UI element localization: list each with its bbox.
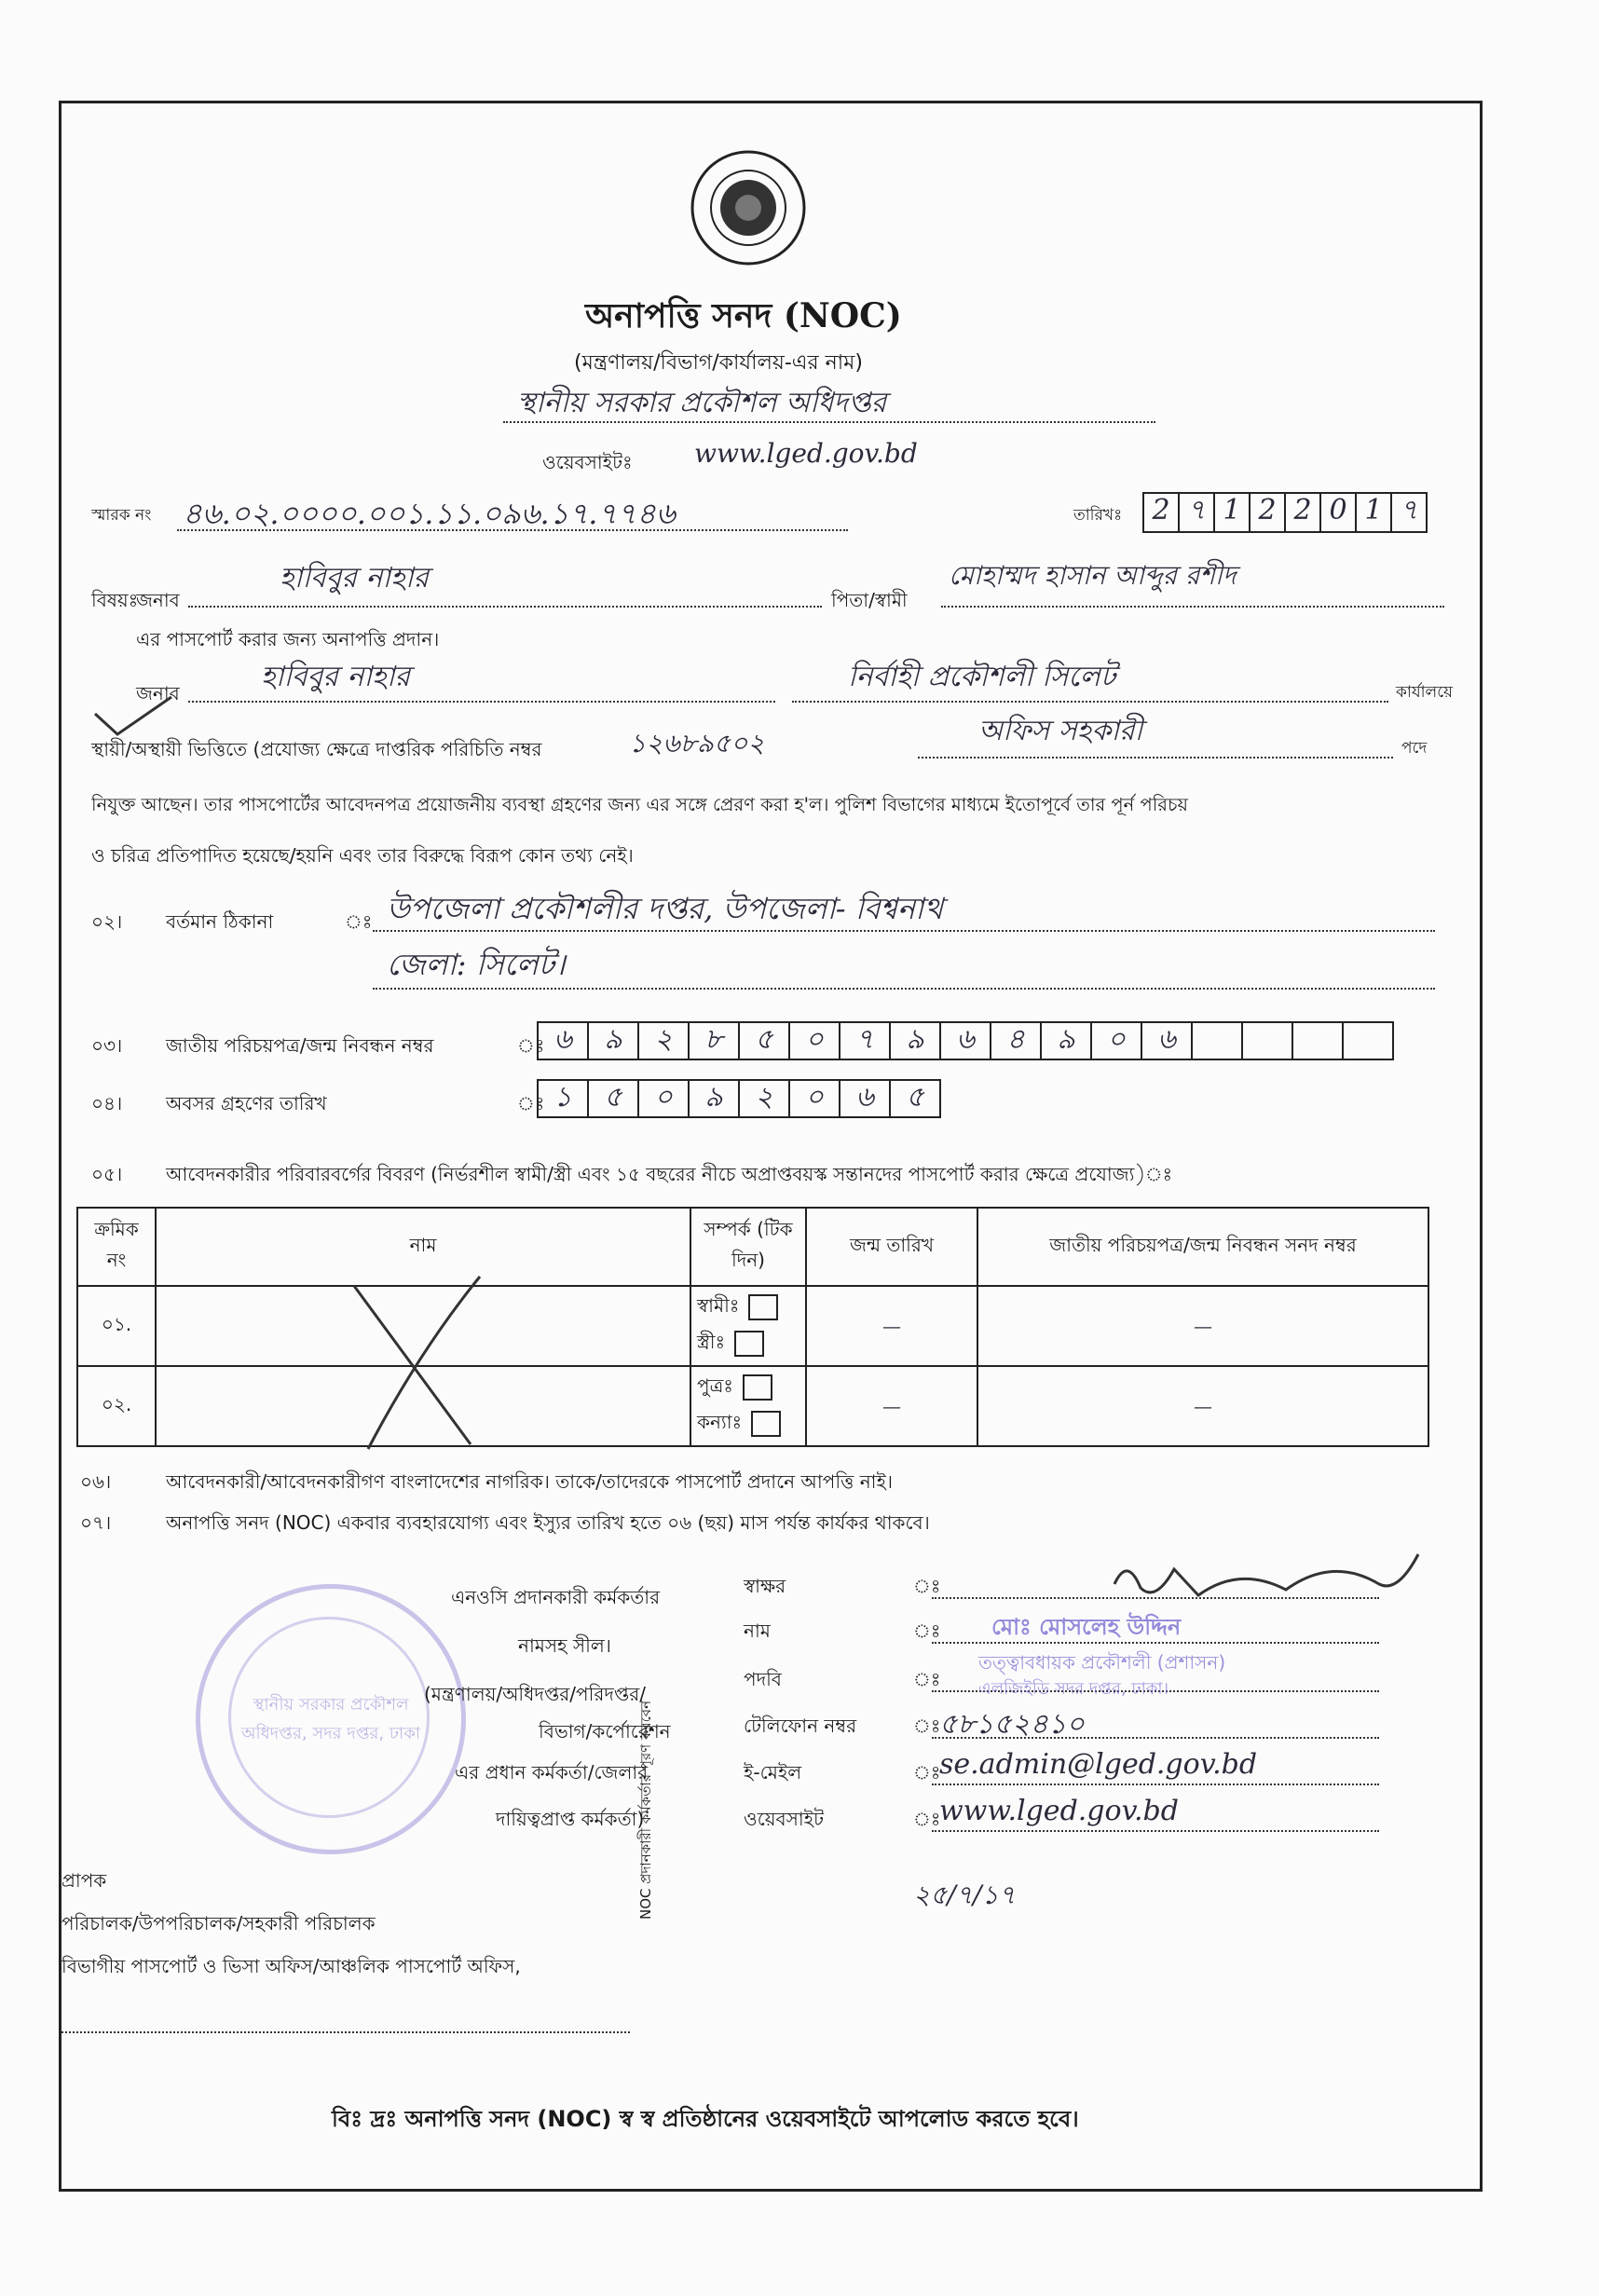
- post-suffix: পদে: [1401, 739, 1428, 758]
- row-relation: [690, 1286, 806, 1366]
- website-value: www.lged.gov.bd: [694, 438, 918, 469]
- col-serial: ক্রমিক নং: [77, 1208, 156, 1286]
- item05-label: আবেদনকারীর পরিবারবর্গের বিবরণ (নির্ভরশীল স্বামী/স্ত্রী এবং ১৫ বছরের নীচে অপ্রাপ্তবয়স্ক সন্তানদের পাসপোর্ট করার ক্ষেত্রে প্রযোজ্য)ঃ: [166, 1163, 1173, 1185]
- website-label: ওয়েবসাইটঃ: [542, 451, 633, 473]
- row-serial: ০১.: [77, 1286, 156, 1366]
- row-nid: —: [977, 1366, 1428, 1446]
- relation-checkbox[interactable]: [751, 1411, 781, 1437]
- signatory-field-line: [932, 1784, 1379, 1785]
- designation-line: [918, 757, 1393, 758]
- father-label: পিতা/স্বামী: [831, 589, 908, 611]
- item02-address-line2: জেলা: সিলেট।: [387, 947, 566, 982]
- row-nid: —: [977, 1286, 1428, 1366]
- digit-box: ৫: [738, 1021, 790, 1060]
- digit-box: ৬: [939, 1021, 991, 1060]
- relation-label: স্বামীঃ: [697, 1294, 740, 1317]
- designation: অফিস সহকারী: [978, 715, 1143, 747]
- col-relation: সম্পর্ক (টিক দিন): [690, 1208, 806, 1286]
- item02-number: ০২।: [91, 910, 123, 933]
- recipient-label: প্রাপক: [62, 1869, 107, 1892]
- date-label: তারিখঃ: [1073, 506, 1123, 525]
- checkmark-icon: [91, 693, 175, 742]
- digit-box: [1191, 1021, 1243, 1060]
- item06-number: ০৬।: [80, 1470, 112, 1493]
- signatory-field-label: ই-মেইল: [744, 1761, 802, 1784]
- subject-name: হাবিবুর নাহার: [280, 562, 430, 594]
- signatory-field-value: se.admin@lged.gov.bd: [939, 1748, 1258, 1781]
- signatory-line6: দায়িত্বপ্রাপ্ত কর্মকর্তা): [496, 1808, 645, 1830]
- signatory-field-label: ওয়েবসাইট: [744, 1808, 824, 1830]
- relation-checkbox[interactable]: [734, 1331, 764, 1357]
- signatory-field-colon: ঃ: [913, 1715, 941, 1737]
- digit-box: ০: [637, 1079, 690, 1118]
- digit-box: ০: [788, 1079, 840, 1118]
- digit-box: ৬: [839, 1079, 891, 1118]
- signatory-field-label: টেলিফোন নম্বর: [744, 1715, 857, 1737]
- signatory-field-line: [932, 1830, 1379, 1832]
- memo-number: ৪৬.০২.০০০০.০০১.১১.০৯৬.১৭.৭৭৪৬: [183, 496, 676, 531]
- signatory-field-colon: ঃ: [913, 1575, 941, 1597]
- relation-checkbox[interactable]: [743, 1374, 772, 1401]
- signatory-field-colon: ঃ: [913, 1668, 941, 1690]
- footer-note: বিঃ দ্রঃ অনাপত্তি সনদ (NOC) স্ব স্ব প্রতিষ্ঠানের ওয়েবসাইটে আপলোড করতে হবে।: [332, 2106, 1079, 2132]
- stamp-name: মোঃ মোসলেহ উদ্দিন: [991, 1614, 1182, 1640]
- relation-label: পুত্রঃ: [697, 1374, 733, 1397]
- signatory-field-colon: ঃ: [913, 1620, 941, 1642]
- digit-box: [1241, 1021, 1293, 1060]
- item02-label: বর্তমান ঠিকানা: [166, 910, 274, 933]
- digit-box: 1: [1213, 492, 1250, 533]
- signatory-field-value: ৫৮১৫২৪১০: [939, 1708, 1085, 1741]
- digit-box: ৫: [587, 1079, 639, 1118]
- cross-out-mark: [345, 1267, 485, 1457]
- item02-address-line1: উপজেলা প্রকৌশলীর দপ্তর, উপজেলা- বিশ্বনাথ: [387, 891, 944, 926]
- digit-box: [1292, 1021, 1344, 1060]
- recipient-line2: বিভাগীয় পাসপোর্ট ও ভিসা অফিস/আঞ্চলিক পাসপোর্ট অফিস,: [62, 1955, 521, 1977]
- body-name: হাবিবুর নাহার: [261, 661, 411, 693]
- item05-number: ০৫।: [91, 1163, 123, 1185]
- item04-number: ০৪।: [91, 1092, 123, 1114]
- digit-box: ৭: [839, 1021, 891, 1060]
- signatory-line5: এর প্রধান কর্মকর্তা/জেলার: [455, 1761, 649, 1784]
- body-office: নির্বাহী প্রকৌশলী সিলেট: [848, 661, 1116, 693]
- signatory-field-label: নাম: [744, 1620, 771, 1642]
- round-seal-text: স্থানীয় সরকার প্রকৌশল অধিদপ্তর, সদর দপ্তর, ঢাকা: [240, 1695, 421, 1743]
- office-name: স্থানীয় সরকার প্রকৌশল অধিদপ্তর: [517, 387, 887, 419]
- signature-mark: [1109, 1547, 1426, 1616]
- item07-number: ০৭।: [80, 1511, 112, 1534]
- signatory-field-label: স্বাক্ষর: [744, 1575, 786, 1597]
- item02-colon: ঃ: [345, 910, 373, 933]
- signatory-field-value: www.lged.gov.bd: [939, 1795, 1179, 1827]
- digit-box: 2: [1284, 492, 1321, 533]
- signatory-field-label: পদবি: [744, 1668, 782, 1690]
- relation-checkbox[interactable]: [748, 1294, 778, 1320]
- item07-text: অনাপত্তি সনদ (NOC) একবার ব্যবহারযোগ্য এবং ইস্যুর তারিখ হতে ০৬ (ছয়) মাস পর্যন্ত কার্যকর থাকবে।: [166, 1511, 930, 1534]
- digit-box: ৯: [1040, 1021, 1092, 1060]
- relation-label: কন্যাঃ: [697, 1411, 743, 1433]
- subject-line2: এর পাসপোর্ট করার জন্য অনাপত্তি প্রদান।: [136, 628, 440, 650]
- father-name-line: [941, 606, 1444, 608]
- round-office-seal: [196, 1584, 466, 1854]
- digit-box: ৯: [889, 1021, 941, 1060]
- table-row: [77, 1286, 1428, 1366]
- signatory-line4: বিভাগ/কর্পোরেশন: [539, 1720, 671, 1742]
- relation-label: স্ত্রীঃ: [697, 1331, 726, 1353]
- digit-box: ০: [1090, 1021, 1142, 1060]
- item02-line1: [373, 930, 1435, 932]
- body-para3: ও চরিত্র প্রতিপাদিত হয়েছে/হয়নি এবং তার বিরুদ্ধে বিরূপ কোন তথ্য নেই।: [91, 844, 634, 867]
- digit-box: [1342, 1021, 1394, 1060]
- subject-label: বিষয়ঃ: [91, 589, 139, 611]
- digit-box: ৯: [587, 1021, 639, 1060]
- signatory-field-colon: ঃ: [913, 1808, 941, 1830]
- digit-box: ৭: [1390, 492, 1428, 533]
- signatory-field-colon: ঃ: [913, 1761, 941, 1784]
- row-dob: —: [806, 1286, 977, 1366]
- item02-line2: [373, 988, 1435, 990]
- digit-box: ২: [637, 1021, 690, 1060]
- col-name: নাম: [156, 1208, 690, 1286]
- col-nid: জাতীয় পরিচয়পত্র/জন্ম নিবন্ধন সনদ নম্বর: [977, 1208, 1428, 1286]
- document-subtitle: (মন্ত্রণালয়/বিভাগ/কার্যালয়-এর নাম): [574, 351, 863, 375]
- vertical-note: NOC প্রদানকারী কর্মকর্তার পূরণ করবেন: [637, 1700, 654, 1920]
- subject-name-line: [188, 606, 822, 608]
- date-boxes: [1142, 492, 1428, 533]
- memo-line: [177, 529, 848, 531]
- item03-number: ০৩।: [91, 1034, 123, 1057]
- digit-box: ০: [788, 1021, 840, 1060]
- signatory-line3: (মন্ত্রণালয়/অধিদপ্তর/পরিদপ্তর/: [424, 1683, 647, 1705]
- body-mr-label: জনাব: [136, 682, 180, 704]
- family-table: [76, 1207, 1429, 1447]
- row-relation: [690, 1366, 806, 1446]
- row-dob: —: [806, 1366, 977, 1446]
- stamp-sub: এলজিইডি সদর দপ্তর, ঢাকা।: [978, 1679, 1169, 1699]
- digit-box: 0: [1319, 492, 1357, 533]
- family-table-header: [77, 1208, 1428, 1286]
- retirement-date-boxes: [537, 1079, 941, 1118]
- office-name-line: [503, 421, 1155, 423]
- item04-label: অবসর গ্রহণের তারিখ: [166, 1092, 327, 1114]
- memo-label: স্মারক নং: [91, 506, 152, 525]
- stamp-designation: তত্ত্বাবধায়ক প্রকৌশলী (প্রশাসন): [978, 1651, 1226, 1674]
- digit-box: 2: [1142, 492, 1180, 533]
- government-seal: [690, 149, 807, 266]
- item04-colon: ঃ: [517, 1092, 545, 1114]
- signatory-line2: নামসহ সীল।: [518, 1634, 611, 1657]
- recipient-line1: পরিচালক/উপপরিচালক/সহকারী পরিচালক: [62, 1912, 376, 1934]
- signatory-line1: এনওসি প্রদানকারী কর্মকর্তার: [451, 1586, 661, 1608]
- digit-box: ৬: [537, 1021, 589, 1060]
- item06-text: আবেদনকারী/আবেদনকারীগণ বাংলাদেশের নাগরিক। তাকে/তাদেরকে পাসপোর্ট প্রদানে আপত্তি নাই।: [166, 1470, 894, 1493]
- digit-box: ৭: [1178, 492, 1215, 533]
- id-number: ১২৬৮৯৫০২: [629, 728, 765, 758]
- body-para2: নিযুক্ত আছেন। তার পাসপোর্টের আবেদনপত্র প্রয়োজনীয় ব্যবস্থা গ্রহণের জন্য এর সঙ্গে প্রেরণ করা হ'ল। পুলিশ বিভাগের মাধ্যমে ইতোপূর্বে তার পূর্ন পরিচয়: [91, 794, 1189, 815]
- item03-colon: ঃ: [517, 1034, 545, 1057]
- initial-date: ২৫/৭/১৭: [913, 1879, 1016, 1910]
- digit-box: ২: [738, 1079, 790, 1118]
- row-serial: ০২.: [77, 1366, 156, 1446]
- digit-box: ৪: [990, 1021, 1042, 1060]
- subject-mr-label: জনাব: [136, 589, 180, 611]
- digit-box: ৯: [688, 1079, 740, 1118]
- office-suffix: কার্যালয়ে: [1396, 683, 1454, 702]
- digit-box: ১: [537, 1079, 589, 1118]
- document-title: অনাপত্তি সনদ (NOC): [585, 296, 902, 335]
- col-dob: জন্ম তারিখ: [806, 1208, 977, 1286]
- father-name: মোহাম্মদ হাসান আব্দুর রশীদ: [949, 560, 1237, 591]
- recipient-blank-line: [62, 2031, 630, 2033]
- digit-box: ৬: [1141, 1021, 1193, 1060]
- digit-box: 2: [1249, 492, 1286, 533]
- digit-box: ৮: [688, 1021, 740, 1060]
- digit-box: ৫: [889, 1079, 941, 1118]
- nid-boxes: [537, 1021, 1394, 1060]
- item03-label: জাতীয় পরিচয়পত্র/জন্ম নিবন্ধন নম্বর: [166, 1034, 434, 1057]
- basis-text: স্থায়ী/অস্থায়ী ভিত্তিতে (প্রযোজ্য ক্ষেত্রে দাপ্তরিক পরিচিতি নম্বর: [91, 738, 542, 760]
- table-row: [77, 1366, 1428, 1446]
- body-office-line: [792, 701, 1388, 703]
- body-name-line: [188, 701, 775, 703]
- digit-box: 1: [1355, 492, 1392, 533]
